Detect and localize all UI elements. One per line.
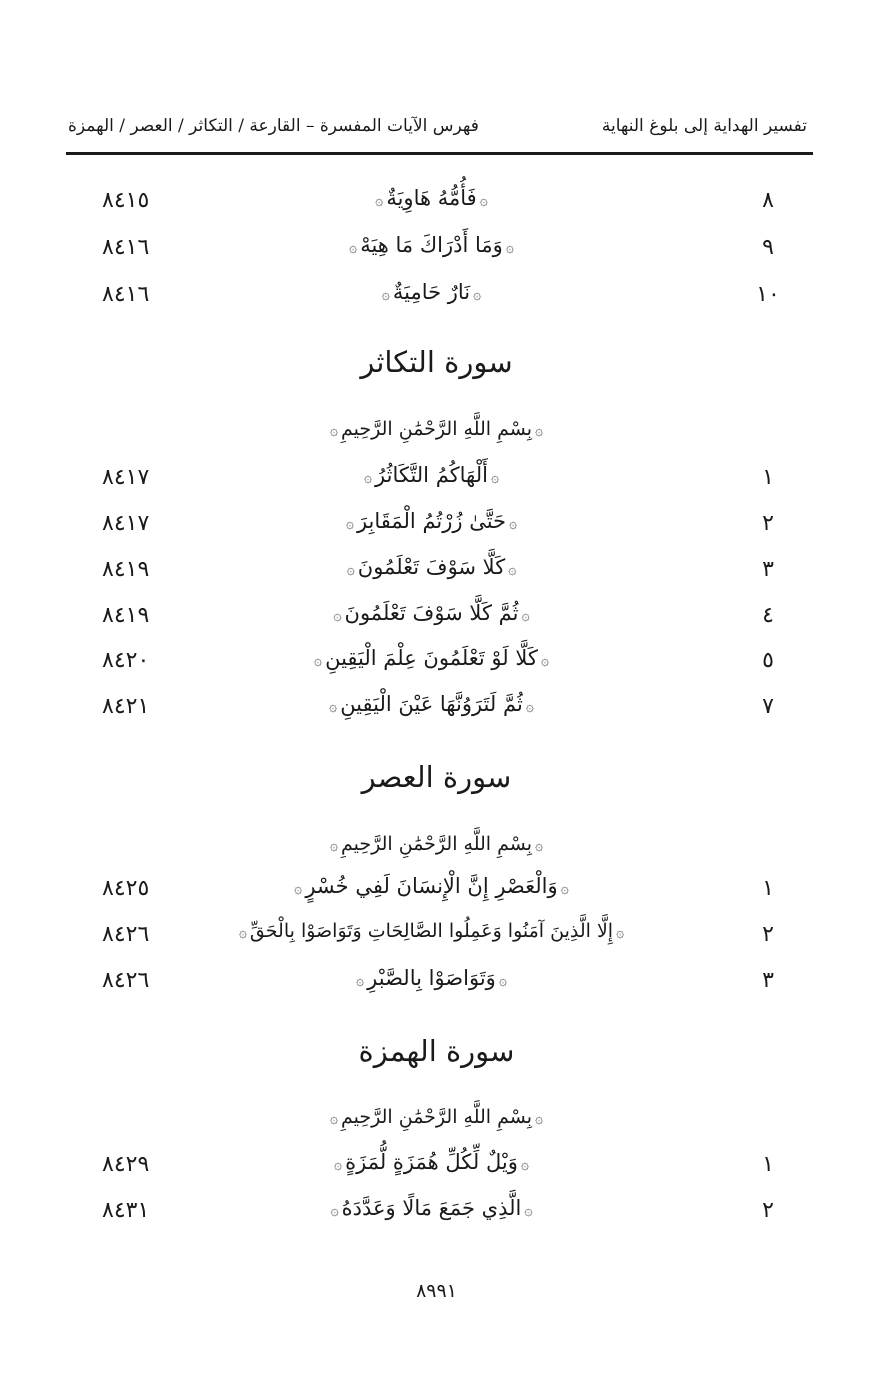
- section-title: فهرس الآيات المفسرة – القارعة / التكاثر / العصر / الهمزة: [68, 116, 479, 136]
- surah-title: سورة الهمزة: [358, 1034, 515, 1068]
- verse-text: أَلْهَاكُمُ التَّكَاثُرُ: [375, 463, 488, 487]
- ornament-open-icon: ۞: [534, 838, 544, 854]
- table-row: [90, 276, 780, 316]
- verse-number: ٣: [762, 968, 774, 993]
- verse-text-wrap: [90, 509, 773, 533]
- verse-text-wrap: [90, 463, 773, 487]
- ornament-close-icon: ۞: [238, 925, 247, 941]
- table-row: [90, 916, 773, 956]
- ornament-close-icon: ۞: [328, 699, 338, 715]
- ornament-open-icon: ۞: [616, 925, 625, 941]
- verse-number: ١: [762, 876, 774, 901]
- verse-text: كَلَّا سَوْفَ تَعْلَمُونَ: [357, 555, 506, 579]
- ornament-close-icon: ۞: [346, 562, 355, 578]
- ornament-open-icon: ۞: [524, 1203, 533, 1219]
- verse-number: ٢: [762, 922, 774, 947]
- basmala: [0, 1106, 873, 1128]
- ornament-open-icon: ۞: [560, 881, 569, 897]
- ornament-close-icon: ۞: [329, 1111, 339, 1127]
- page-reference: ٨٤١٩: [102, 557, 150, 582]
- ornament-open-icon: ۞: [508, 562, 517, 578]
- ornament-open-icon: ۞: [490, 470, 500, 486]
- verse-text-wrap: [90, 874, 773, 898]
- surah-title: سورة التكاثر: [360, 345, 513, 379]
- page-reference: ٨٤١٦: [102, 282, 150, 307]
- ornament-close-icon: ۞: [381, 287, 390, 303]
- ornament-close-icon: ۞: [348, 240, 358, 256]
- table-row: [90, 1146, 773, 1186]
- page-reference: ٨٤٢٦: [102, 968, 150, 993]
- verse-text: وَمَا أَدْرَاكَ مَا هِيَهْ: [360, 233, 503, 257]
- verse-text: وَالْعَصْرِ إِنَّ الْإِنسَانَ لَفِي خُسْرٍ: [305, 874, 558, 898]
- ornament-open-icon: ۞: [534, 1111, 544, 1127]
- page-reference: ٨٤١٩: [102, 603, 150, 628]
- book-title: تفسير الهداية إلى بلوغ النهاية: [601, 116, 807, 136]
- ornament-close-icon: ۞: [355, 973, 365, 989]
- verse-text: ثُمَّ لَتَرَوُنَّهَا عَيْنَ الْيَقِينِ: [340, 692, 523, 716]
- verse-number: ٥: [762, 648, 774, 673]
- ornament-open-icon: ۞: [473, 287, 482, 303]
- verse-text: نَارٌ حَامِيَةٌ: [392, 280, 471, 304]
- verse-number: ٢: [762, 1198, 774, 1223]
- table-row: [90, 688, 773, 728]
- surah-title: سورة العصر: [361, 760, 512, 794]
- basmala-text: بِسْمِ اللَّهِ الرَّحْمَٰنِ الرَّحِيمِ: [341, 833, 532, 855]
- page-reference: ٨٤٢٩: [102, 1152, 150, 1177]
- ornament-close-icon: ۞: [375, 193, 384, 209]
- verse-number: ٣: [762, 557, 774, 582]
- verse-text-wrap: [90, 966, 773, 990]
- verse-text: كَلَّا لَوْ تَعْلَمُونَ عِلْمَ الْيَقِينِ: [325, 646, 538, 670]
- ornament-close-icon: ۞: [329, 838, 339, 854]
- ornament-open-icon: ۞: [509, 516, 518, 532]
- ornament-open-icon: ۞: [498, 973, 508, 989]
- verse-number: ١٠: [756, 282, 780, 307]
- verse-text-wrap: [90, 233, 773, 257]
- verse-text-wrap: [90, 692, 773, 716]
- verse-text: فَأُمُّهُ هَاوِيَةٌ: [386, 186, 477, 210]
- ornament-open-icon: ۞: [505, 240, 514, 256]
- verse-text: ثُمَّ كَلَّا سَوْفَ تَعْلَمُونَ: [344, 601, 519, 625]
- basmala-text: بِسْمِ اللَّهِ الرَّحْمَٰنِ الرَّحِيمِ: [341, 1106, 532, 1128]
- table-row: [90, 229, 773, 269]
- ornament-close-icon: ۞: [345, 516, 354, 532]
- ornament-close-icon: ۞: [330, 1203, 339, 1219]
- verse-number: ١: [762, 465, 774, 490]
- verse-text-wrap: [90, 1196, 773, 1220]
- page-reference: ٨٤٢٥: [102, 876, 150, 901]
- verse-text-wrap: [90, 280, 773, 304]
- verse-text-wrap: [90, 601, 773, 625]
- page-number: ٨٩٩١: [416, 1280, 457, 1302]
- ornament-open-icon: ۞: [525, 699, 534, 715]
- table-row: [90, 597, 773, 637]
- verse-number: ١: [762, 1152, 774, 1177]
- verse-text-wrap: [90, 646, 773, 670]
- table-row: [90, 551, 773, 591]
- page-reference: ٨٤١٥: [102, 188, 150, 213]
- table-row: [90, 642, 773, 682]
- page-reference: ٨٤٢١: [102, 694, 150, 719]
- ornament-open-icon: ۞: [521, 608, 530, 624]
- ornament-close-icon: ۞: [294, 881, 303, 897]
- verse-text: إِلَّا الَّذِينَ آمَنُوا وَعَمِلُوا الصَّالِحَاتِ وَتَوَاصَوْا بِالْحَقِّ: [249, 920, 614, 942]
- page-reference: ٨٤٢٠: [102, 648, 150, 673]
- ornament-open-icon: ۞: [540, 653, 550, 669]
- verse-text-wrap: [90, 1150, 773, 1174]
- basmala-text: بِسْمِ اللَّهِ الرَّحْمَٰنِ الرَّحِيمِ: [341, 418, 532, 440]
- table-row: [90, 182, 773, 222]
- page-reference: ٨٤٣١: [102, 1198, 150, 1223]
- ornament-open-icon: ۞: [534, 423, 544, 439]
- verse-text: وَتَوَاصَوْا بِالصَّبْرِ: [367, 966, 496, 990]
- verse-text-wrap: [90, 920, 773, 942]
- verse-text-wrap: [90, 555, 773, 579]
- ornament-open-icon: ۞: [520, 1157, 530, 1173]
- table-row: [90, 870, 773, 910]
- ornament-close-icon: ۞: [329, 423, 339, 439]
- basmala: [0, 418, 873, 440]
- ornament-close-icon: ۞: [363, 470, 373, 486]
- table-row: [90, 505, 773, 545]
- verse-text: الَّذِي جَمَعَ مَالًا وَعَدَّدَهُ: [341, 1196, 522, 1220]
- table-row: [90, 1192, 773, 1232]
- table-row: [90, 962, 773, 1002]
- verse-number: ٨: [762, 188, 774, 213]
- page-reference: ٨٤١٧: [102, 511, 150, 536]
- verse-number: ٢: [762, 511, 774, 536]
- verse-text-wrap: [90, 186, 773, 210]
- ornament-close-icon: ۞: [333, 1157, 343, 1173]
- verse-number: ٩: [762, 235, 774, 260]
- table-row: [90, 459, 773, 499]
- page-reference: ٨٤١٧: [102, 465, 150, 490]
- ornament-close-icon: ۞: [313, 653, 323, 669]
- page-reference: ٨٤١٦: [102, 235, 150, 260]
- ornament-close-icon: ۞: [333, 608, 342, 624]
- verse-text: وَيْلٌ لِّكُلِّ هُمَزَةٍ لُّمَزَةٍ: [345, 1150, 518, 1174]
- verse-number: ٤: [762, 603, 774, 628]
- verse-number: ٧: [762, 694, 774, 719]
- basmala: [0, 833, 873, 855]
- page-reference: ٨٤٢٦: [102, 922, 150, 947]
- verse-text: حَتَّىٰ زُرْتُمُ الْمَقَابِرَ: [356, 509, 507, 533]
- ornament-open-icon: ۞: [479, 193, 488, 209]
